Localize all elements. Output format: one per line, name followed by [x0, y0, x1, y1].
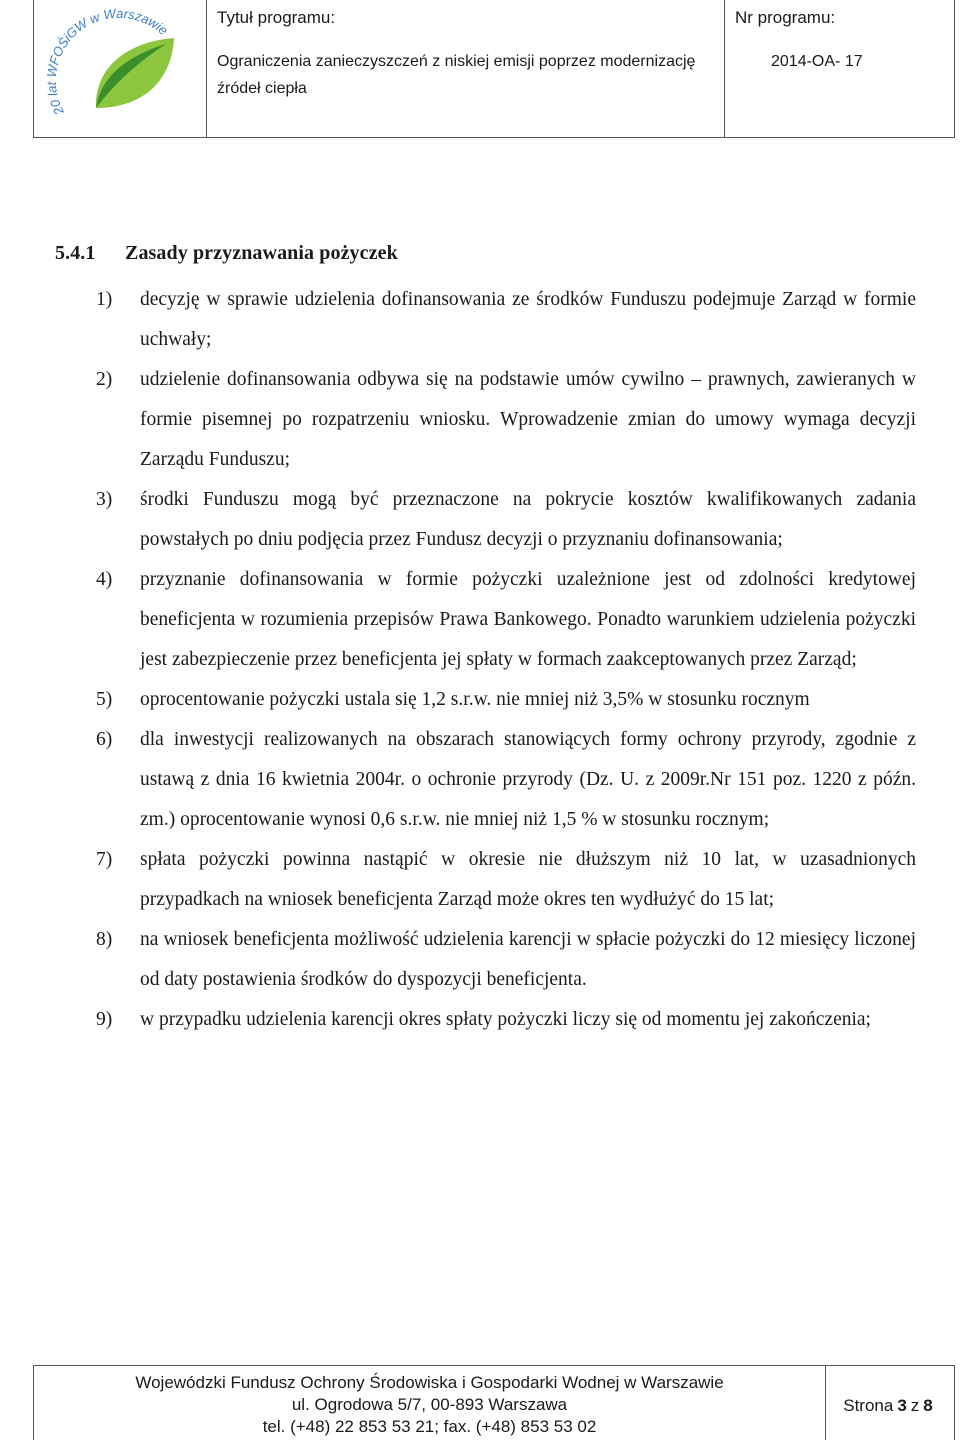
- list-item-marker: 7): [96, 849, 113, 870]
- list-item: [96, 720, 916, 840]
- list-item-marker: 8): [96, 929, 113, 950]
- page-sep: z: [910, 1396, 920, 1415]
- program-number-value: 2014-OA- 17: [771, 53, 863, 70]
- page-current: 3: [897, 1396, 907, 1415]
- wfosigw-logo-icon: [34, 0, 204, 136]
- list-item: [96, 920, 916, 1000]
- program-number-label: Nr programu:: [735, 8, 836, 27]
- page-header: [33, 0, 955, 138]
- footer-phone: tel. (+48) 22 853 53 21; fax. (+48) 853 53 02: [262, 1417, 597, 1436]
- list-item-text: oprocentowanie pożyczki ustala się 1,2 s.r.w. nie mniej niż 3,5% w stosunku rocznym: [140, 689, 810, 710]
- list-item: [96, 280, 916, 360]
- section-title: Zasady przyznawania pożyczek: [125, 242, 398, 264]
- list-item: [96, 360, 916, 480]
- footer-address: [34, 1366, 826, 1440]
- list-item-marker: 9): [96, 1009, 113, 1030]
- list-item-marker: 2): [96, 369, 113, 390]
- list-item-text: w przypadku udzielenia karencji okres spłaty pożyczki liczy się od momentu jej zakończenia;: [140, 1009, 871, 1030]
- rules-list: [96, 280, 916, 1040]
- list-item-marker: 1): [96, 289, 113, 310]
- list-item-text: środki Funduszu mogą być przeznaczone na pokrycie kosztów kwalifikowanych zadania powstałych po dniu podjęcia przez Fundusz decyzji o przyznaniu dofinansowania;: [140, 489, 916, 550]
- footer-street: ul. Ogrodowa 5/7, 00-893 Warszawa: [291, 1395, 568, 1414]
- list-item: [96, 1000, 916, 1040]
- logo-text: 20 lat WFOŚiGW w Warszawie: [43, 5, 171, 118]
- list-item-text: udzielenie dofinansowania odbywa się na podstawie umów cywilno – prawnych, zawieranych w formie pisemnej po rozpatrzeniu wniosku. Wprowadzenie zmian do umowy wymaga decyzji Zarządu Funduszu;: [140, 369, 916, 470]
- page-label: Strona: [843, 1396, 894, 1415]
- logo-cell: [34, 0, 207, 137]
- list-item: [96, 560, 916, 680]
- section-heading: [55, 242, 398, 265]
- list-item: [96, 480, 916, 560]
- list-item-marker: 3): [96, 489, 113, 510]
- list-item-marker: 4): [96, 569, 113, 590]
- footer-org-name: Wojewódzki Fundusz Ochrony Środowiska i Gospodarki Wodnej w Warszawie: [135, 1373, 724, 1392]
- list-item-text: dla inwestycji realizowanych na obszarach stanowiących formy ochrony przyrody, zgodnie z ustawą z dnia 16 kwietnia 2004r. o ochronie przyrody (Dz. U. z 2009r.Nr 151 poz. 1220 z późn. zm.) oprocentowanie wynosi 0,6 s.r.w. nie mniej niż 1,5 % w stosunku rocznym;: [140, 729, 916, 830]
- section-number: 5.4.1: [55, 242, 96, 264]
- page-number: [826, 1366, 954, 1440]
- list-item-text: spłata pożyczki powinna nastąpić w okresie nie dłuższym niż 10 lat, w uzasadnionych przypadkach na wniosek beneficjenta Zarząd może okres ten wydłużyć do 15 lat;: [140, 849, 916, 910]
- program-number-cell: [725, 0, 954, 137]
- list-item-marker: 6): [96, 729, 113, 750]
- list-item: [96, 680, 916, 720]
- page-footer: [33, 1365, 955, 1440]
- list-item-text: na wniosek beneficjenta możliwość udzielenia karencji w spłacie pożyczki do 12 miesięcy liczonej od daty postawienia środków do dyspozycji beneficjenta.: [140, 929, 916, 990]
- list-item-marker: 5): [96, 689, 113, 710]
- list-item: [96, 840, 916, 920]
- program-title-cell: [207, 0, 725, 137]
- page-total: 8: [923, 1396, 933, 1415]
- program-title-value: Ograniczenia zanieczyszczeń z niskiej emisji poprzez modernizację źródeł ciepła: [217, 53, 696, 97]
- program-title-label: Tytuł programu:: [217, 8, 336, 27]
- list-item-text: decyzję w sprawie udzielenia dofinansowania ze środków Funduszu podejmuje Zarząd w formie uchwały;: [140, 289, 916, 350]
- list-item-text: przyznanie dofinansowania w formie pożyczki uzależnione jest od zdolności kredytowej beneficjenta w rozumienia przepisów Prawa Bankowego. Ponadto warunkiem udzielenia pożyczki jest zabezpieczenie przez beneficjenta jej spłaty w formach zaakceptowanych przez Zarząd;: [140, 569, 916, 670]
